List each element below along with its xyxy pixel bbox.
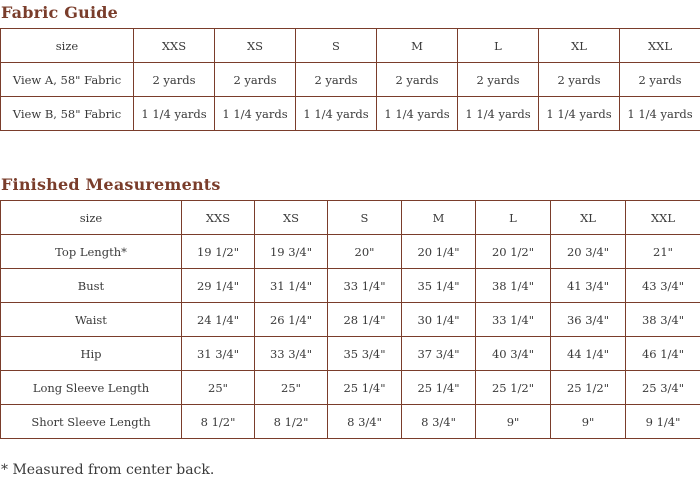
fabric-cell: 2 yards <box>620 63 700 97</box>
measurement-cell: 8 3/4" <box>402 405 476 439</box>
footnote: * Measured from center back. <box>1 462 215 478</box>
measurement-cell: 25 1/4" <box>402 371 476 405</box>
finished-measurements-heading: Finished Measurements <box>1 175 221 194</box>
measurement-cell: 28 1/4" <box>328 303 402 337</box>
fabric-header-cell: XS <box>215 29 296 63</box>
measurement-cell: 9" <box>476 405 551 439</box>
measurement-cell: 20 1/4" <box>402 235 476 269</box>
measurement-cell: 38 1/4" <box>476 269 551 303</box>
fabric-row-label: View B, 58" Fabric <box>1 97 134 131</box>
measurement-row-label: Top Length* <box>1 235 182 269</box>
measurement-cell: 25 1/4" <box>328 371 402 405</box>
fabric-guide-heading: Fabric Guide <box>1 3 119 22</box>
fabric-cell: 1 1/4 yards <box>620 97 700 131</box>
measurement-row <box>1 303 700 337</box>
measurement-cell: 9 1/4" <box>626 405 700 439</box>
fabric-cell: 1 1/4 yards <box>134 97 215 131</box>
fabric-header-cell: M <box>377 29 458 63</box>
fabric-cell: 1 1/4 yards <box>539 97 620 131</box>
measurement-cell: 20 3/4" <box>551 235 626 269</box>
fabric-row-label: View A, 58" Fabric <box>1 63 134 97</box>
measurement-row <box>1 405 700 439</box>
fabric-cell: 2 yards <box>539 63 620 97</box>
measurement-cell: 25 3/4" <box>626 371 700 405</box>
fabric-header-row <box>1 29 700 63</box>
measurement-cell: 8 3/4" <box>328 405 402 439</box>
measurement-cell: 33 3/4" <box>255 337 328 371</box>
measurement-cell: 35 3/4" <box>328 337 402 371</box>
measurement-header-cell: size <box>1 201 182 235</box>
measurement-cell: 35 1/4" <box>402 269 476 303</box>
measurement-row <box>1 337 700 371</box>
fabric-header-cell: S <box>296 29 377 63</box>
measurement-row <box>1 371 700 405</box>
finished-measurements-table <box>0 200 700 439</box>
measurement-cell: 37 3/4" <box>402 337 476 371</box>
measurement-row-label: Short Sleeve Length <box>1 405 182 439</box>
fabric-cell: 2 yards <box>377 63 458 97</box>
measurement-header-cell: XXL <box>626 201 700 235</box>
fabric-cell: 1 1/4 yards <box>215 97 296 131</box>
fabric-guide-table <box>0 28 700 131</box>
measurement-row-label: Long Sleeve Length <box>1 371 182 405</box>
fabric-header-cell: XXS <box>134 29 215 63</box>
measurement-cell: 40 3/4" <box>476 337 551 371</box>
measurement-row-label: Bust <box>1 269 182 303</box>
fabric-cell: 1 1/4 yards <box>458 97 539 131</box>
measurement-cell: 20" <box>328 235 402 269</box>
measurement-cell: 38 3/4" <box>626 303 700 337</box>
measurement-row-label: Waist <box>1 303 182 337</box>
fabric-cell: 2 yards <box>458 63 539 97</box>
fabric-header-cell: XL <box>539 29 620 63</box>
measurement-header-cell: M <box>402 201 476 235</box>
fabric-row <box>1 63 700 97</box>
fabric-header-cell: size <box>1 29 134 63</box>
measurement-cell: 33 1/4" <box>328 269 402 303</box>
measurement-header-cell: L <box>476 201 551 235</box>
measurement-cell: 33 1/4" <box>476 303 551 337</box>
fabric-cell: 2 yards <box>215 63 296 97</box>
measurement-cell: 31 3/4" <box>182 337 255 371</box>
measurement-header-cell: XXS <box>182 201 255 235</box>
measurement-cell: 31 1/4" <box>255 269 328 303</box>
measurement-header-cell: XL <box>551 201 626 235</box>
measurement-cell: 46 1/4" <box>626 337 700 371</box>
measurement-row <box>1 269 700 303</box>
measurement-cell: 36 3/4" <box>551 303 626 337</box>
measurement-cell: 8 1/2" <box>182 405 255 439</box>
measurement-cell: 25" <box>255 371 328 405</box>
fabric-header-cell: XXL <box>620 29 700 63</box>
measurement-cell: 29 1/4" <box>182 269 255 303</box>
measurement-cell: 8 1/2" <box>255 405 328 439</box>
fabric-cell: 1 1/4 yards <box>296 97 377 131</box>
fabric-row <box>1 97 700 131</box>
measurement-cell: 9" <box>551 405 626 439</box>
fabric-cell: 2 yards <box>134 63 215 97</box>
measurement-header-row <box>1 201 700 235</box>
measurement-cell: 43 3/4" <box>626 269 700 303</box>
measurement-cell: 24 1/4" <box>182 303 255 337</box>
measurement-cell: 30 1/4" <box>402 303 476 337</box>
measurement-row <box>1 235 700 269</box>
fabric-header-cell: L <box>458 29 539 63</box>
measurement-cell: 25 1/2" <box>476 371 551 405</box>
measurement-header-cell: XS <box>255 201 328 235</box>
measurement-cell: 21" <box>626 235 700 269</box>
fabric-cell: 1 1/4 yards <box>377 97 458 131</box>
measurement-cell: 41 3/4" <box>551 269 626 303</box>
measurement-header-cell: S <box>328 201 402 235</box>
measurement-cell: 25" <box>182 371 255 405</box>
measurement-cell: 25 1/2" <box>551 371 626 405</box>
measurement-cell: 20 1/2" <box>476 235 551 269</box>
measurement-row-label: Hip <box>1 337 182 371</box>
measurement-cell: 19 1/2" <box>182 235 255 269</box>
measurement-cell: 19 3/4" <box>255 235 328 269</box>
fabric-cell: 2 yards <box>296 63 377 97</box>
measurement-cell: 26 1/4" <box>255 303 328 337</box>
measurement-cell: 44 1/4" <box>551 337 626 371</box>
